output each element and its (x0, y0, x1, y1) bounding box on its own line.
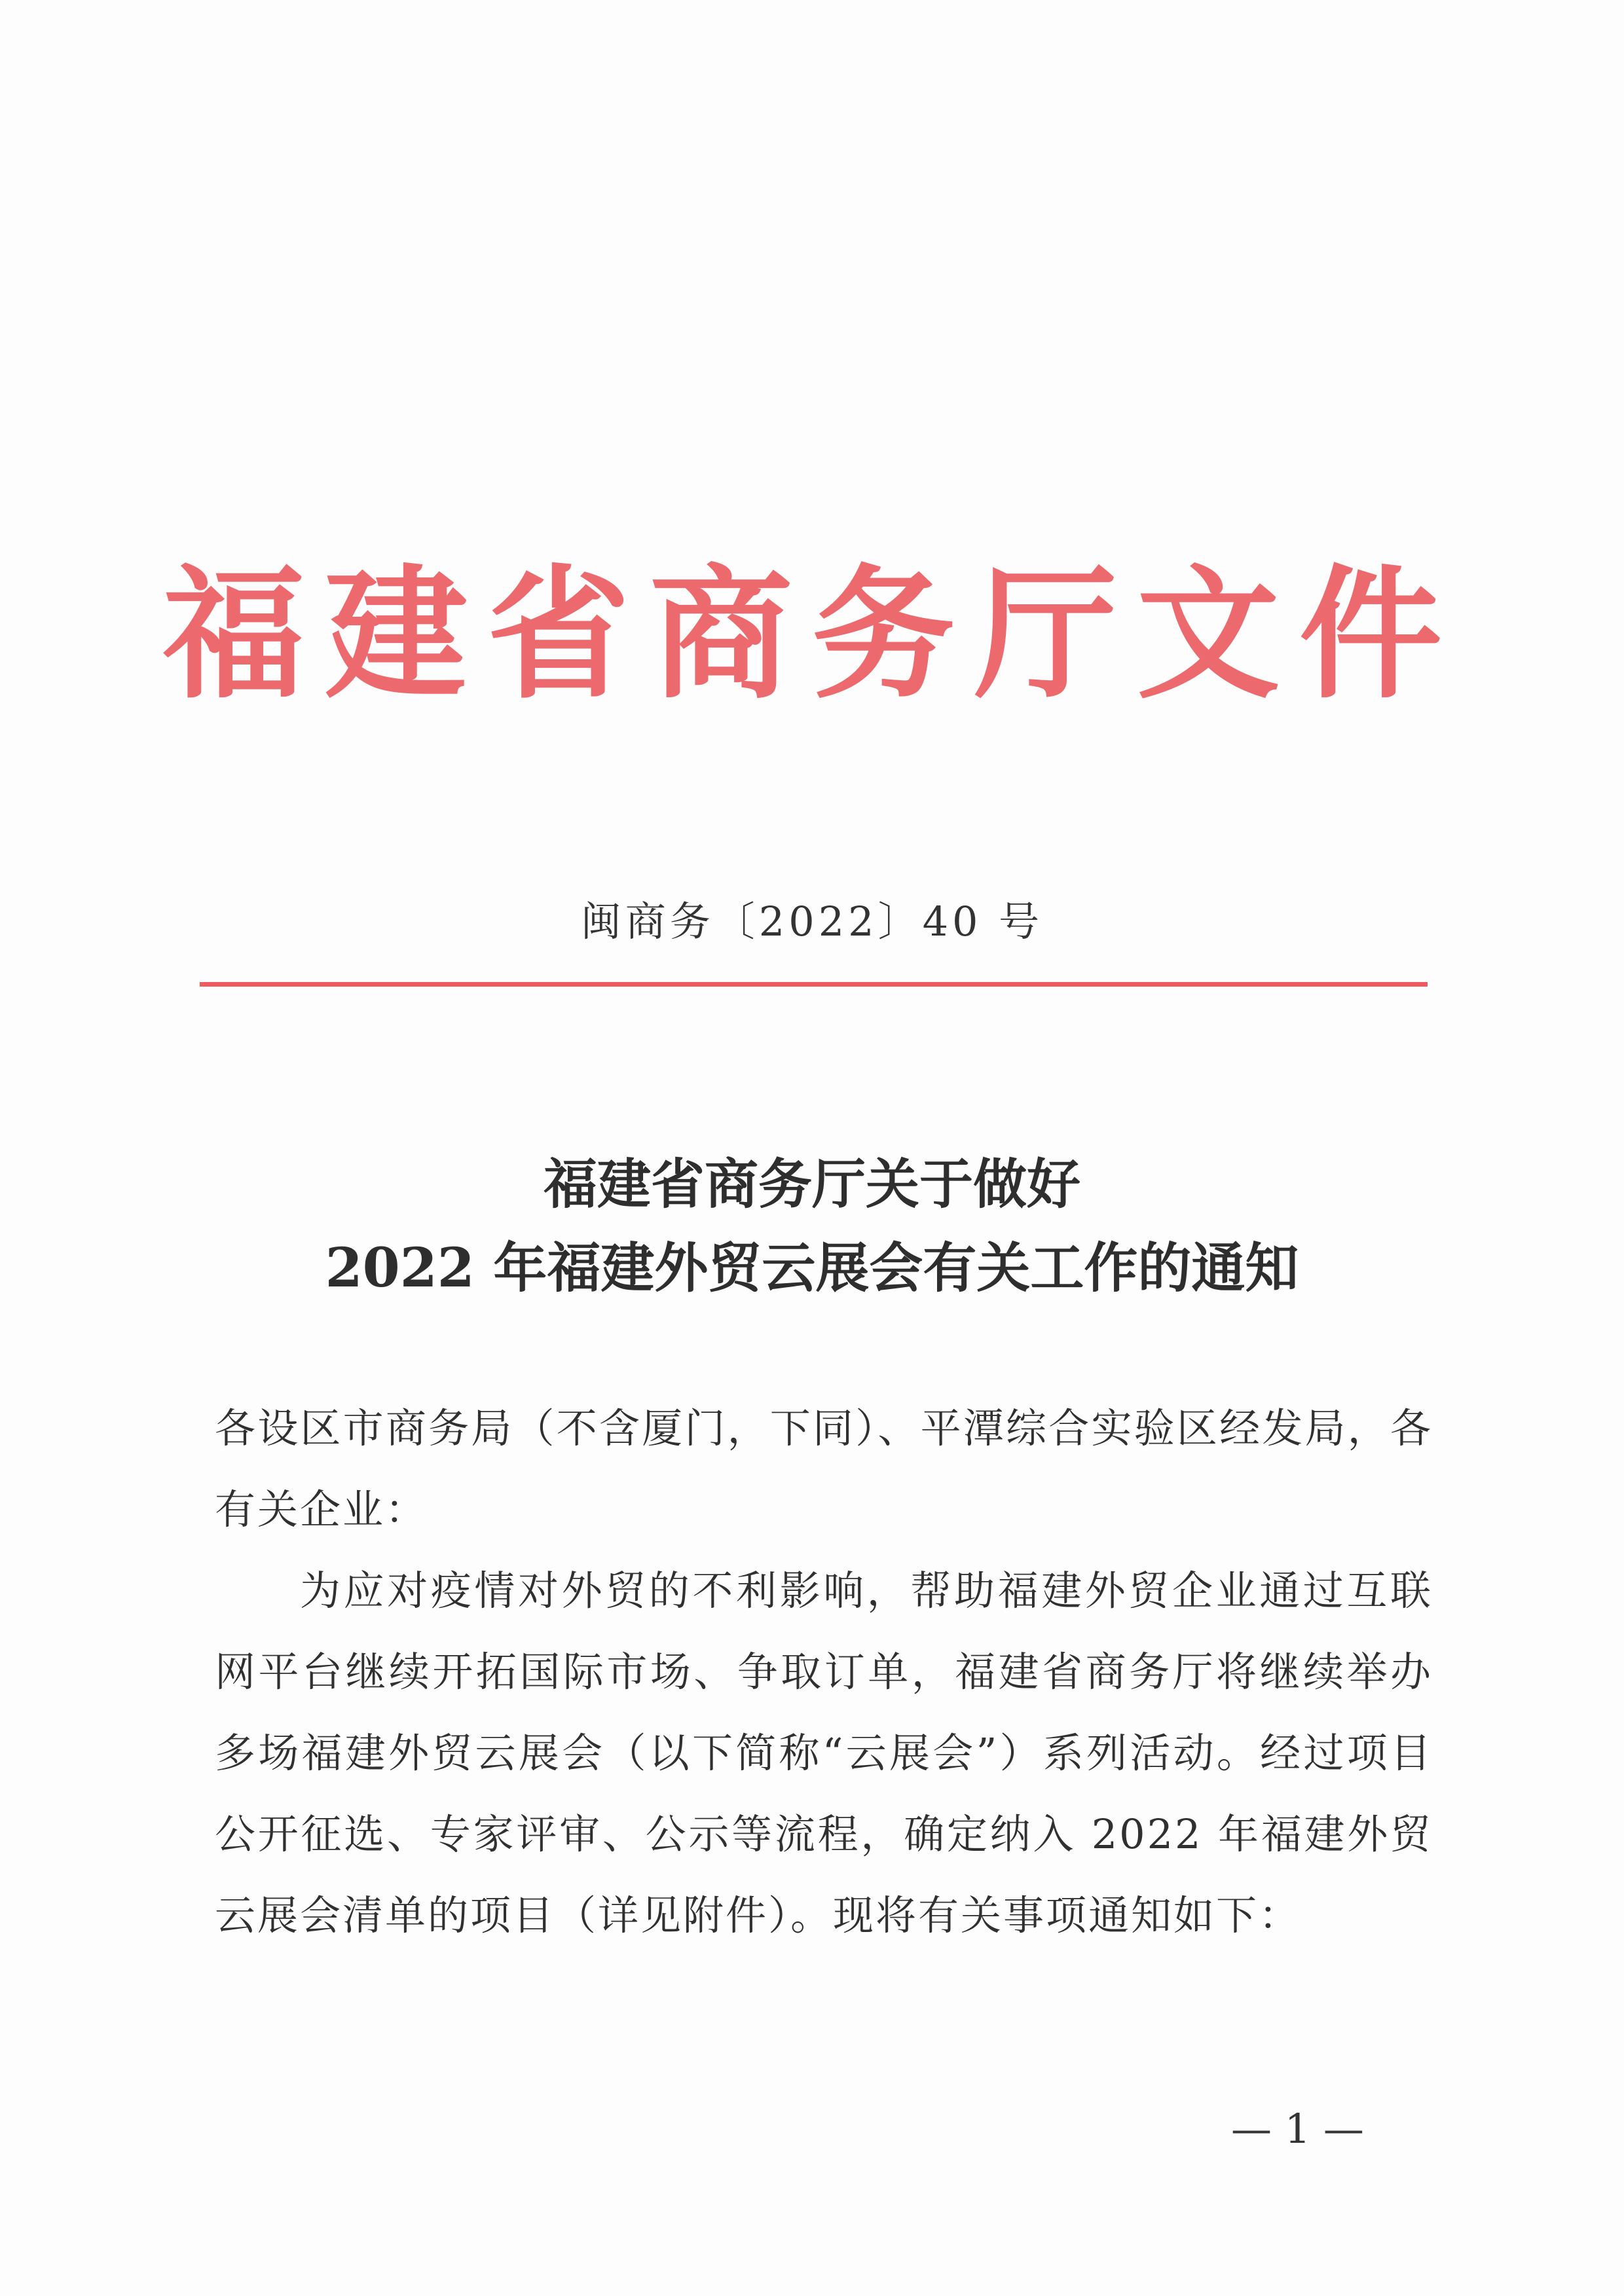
document-body (215, 1388, 1433, 1956)
body-paragraph-1: 为应对疫情对外贸的不利影响，帮助福建外贸企业通过互联网平台继续开拓国际市场、争取订单，福建省商务厅将继续举办多场福建外贸云展会（以下简称“云展会”）系列活动。经过项目公开征选、专家评审、公示等流程，确定纳入 2022 年福建外贸云展会清单的项目（详见附件）。现将有关事项通知如下： (215, 1567, 1433, 1939)
document-number: 闽商务〔2022〕40 号 (580, 898, 1044, 945)
page-number: — 1 — (1231, 2105, 1364, 2153)
document-title (0, 1142, 1624, 1310)
addressee-paragraph: 各设区市商务局（不含厦门，下同）、平潭综合实验区经发局，各有关企业： (215, 1404, 1433, 1533)
issuer-masthead: 福建省商务厅文件 (162, 551, 1462, 718)
title-line-1: 福建省商务厅关于做好 (543, 1153, 1080, 1216)
title-line-2: 2022 年福建外贸云展会有关工作的通知 (325, 1237, 1299, 1300)
red-divider-line (200, 982, 1428, 987)
